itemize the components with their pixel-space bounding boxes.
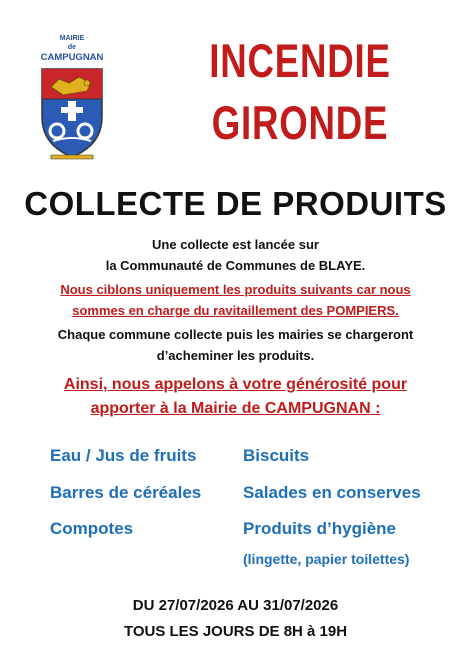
process-text (0, 324, 471, 366)
page-title: COLLECTE DE PRODUITS (24, 185, 447, 222)
crest-label-de: de (67, 44, 77, 51)
notice-line-1: Nous ciblons uniquement les produits suivants car nous (60, 282, 411, 297)
product-canned-salads: Salades en conserves (243, 483, 421, 502)
appeal-line-2: apporter à la Mairie de CAMPUGNAN : (90, 400, 381, 417)
product-biscuits: Biscuits (243, 446, 310, 465)
process-line-1: Chaque commune collecte puis les mairies se chargeront (57, 327, 414, 342)
intro-line-1: Une collecte est lancée sur (152, 237, 319, 252)
coat-of-arms-icon (39, 65, 105, 161)
appeal-text (0, 373, 471, 421)
product-compotes: Compotes (50, 519, 134, 538)
headline-incendie: INCENDIE (209, 34, 391, 87)
intro-text (0, 234, 471, 276)
notice-text (0, 279, 471, 321)
product-cereal-bars: Barres de céréales (50, 483, 202, 502)
crest-label-town: CAMPUGNAN (40, 52, 104, 63)
crest-label-mairie: MAIRIE (59, 35, 85, 42)
headline-gironde: GIRONDE (211, 96, 389, 149)
product-hygiene: Produits d’hygiène (243, 519, 397, 538)
intro-line-2: la Communauté de Communes de BLAYE. (105, 258, 366, 273)
appeal-line-1: Ainsi, nous appelons à votre générosité pour (63, 376, 408, 393)
town-crest (34, 34, 110, 161)
collection-dates: DU 27/07/2026 AU 31/07/2026 (132, 597, 339, 614)
process-line-2: d’acheminer les produits. (156, 348, 315, 363)
product-water-juice: Eau / Jus de fruits (50, 446, 197, 465)
collection-hours: TOUS LES JOURS DE 8H à 19H (123, 623, 348, 640)
notice-line-2: sommes en charge du ravitaillement des POMPIERS. (72, 303, 399, 318)
product-hygiene-note: (lingette, papier toilettes) (243, 551, 410, 567)
